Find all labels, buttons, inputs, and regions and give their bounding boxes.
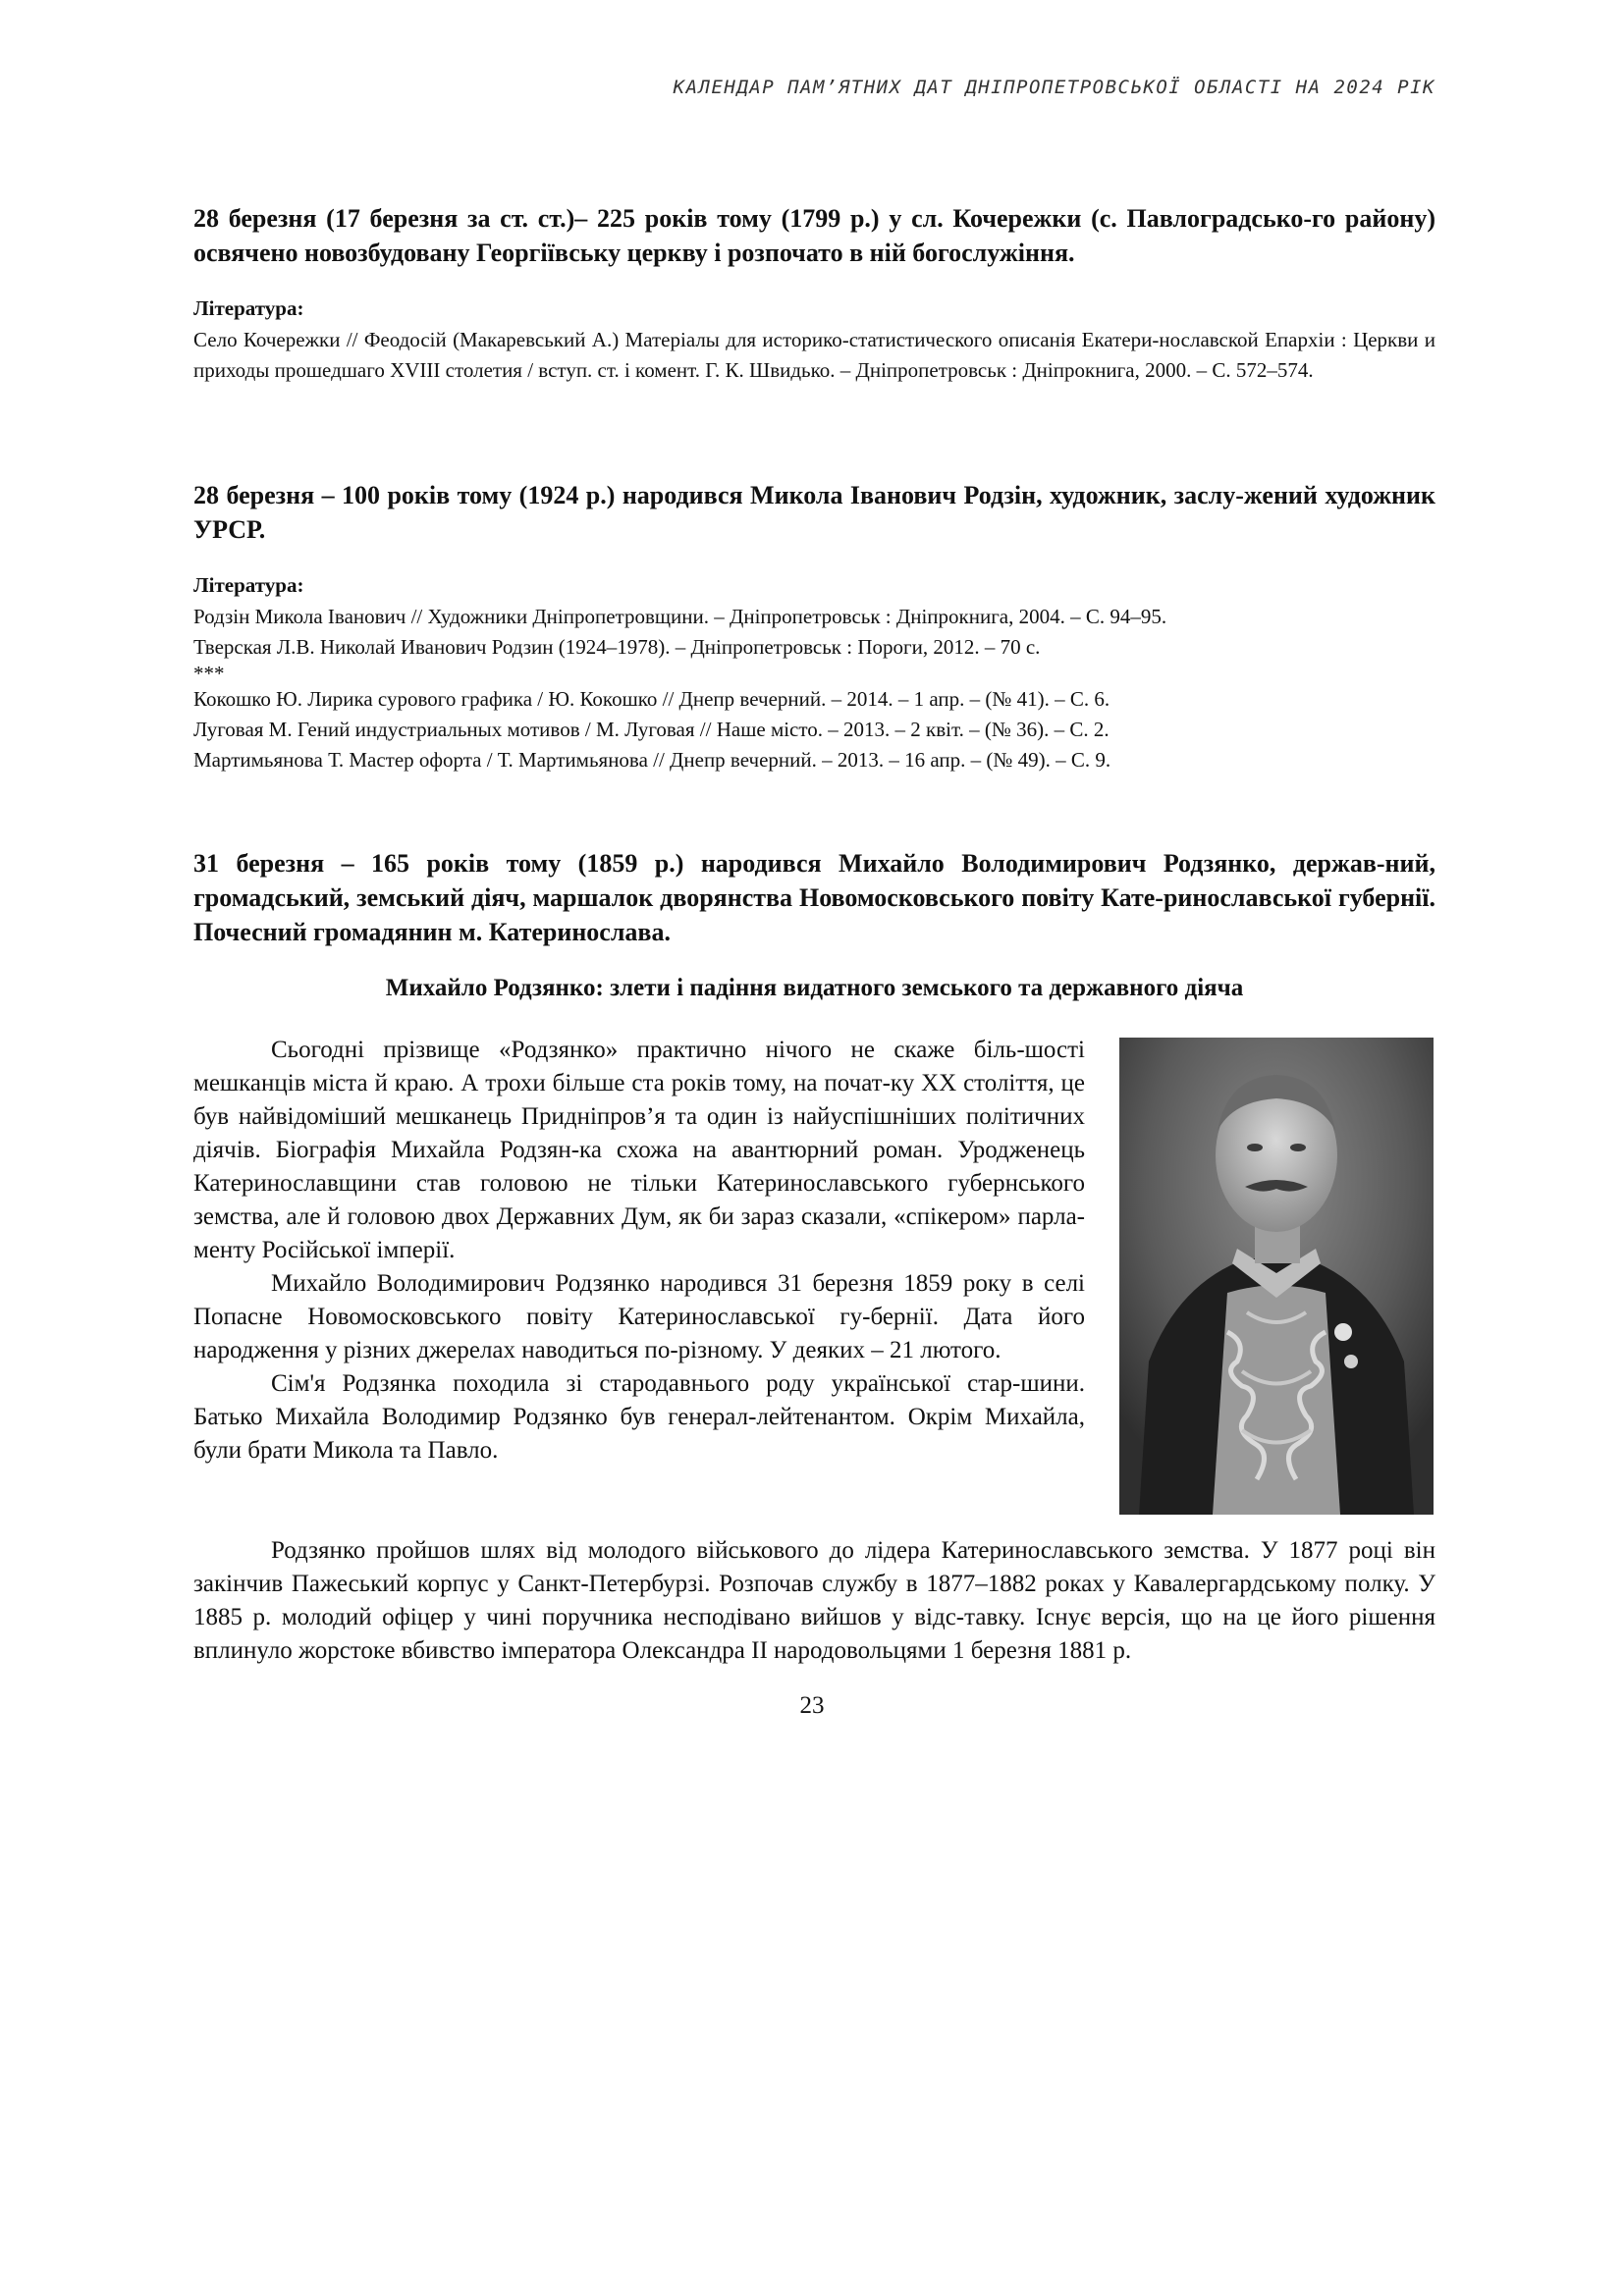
reference-separator: *** [193, 662, 225, 685]
page-number: 23 [799, 1692, 825, 1719]
literature-label: Література: [193, 296, 304, 320]
article-paragraph: Родзянко пройшов шлях від молодого військового до лідера Катеринославського земства. У 1877 році він закінчив Пажеський корпус у Санкт-Петербурзі. Розпочав службу в 1877–1882 роках у Кавалергардському полку. У 1885 р. молодий офіцер у чині поручника несподівано вийшов у відс-тавку. Існує версія, що на це його рішення вплинуло жорстоке вбивство імператора Олександра ІІ народовольцями 1 березня 1881 р. [193, 1537, 1435, 1664]
reference-item: Тверская Л.В. Николай Иванович Родзин (1924–1978). – Дніпропетровськ : Пороги, 2012. – 70 с. [193, 635, 1041, 659]
article-title: Михайло Родзянко: злети і падіння видатного земського та державного діяча [385, 975, 1244, 1001]
entry-2 [193, 478, 1435, 775]
article-paragraph: Сьогодні прізвище «Родзянко» практично нічого не скаже біль-шості мешканців міста й краю. А трохи більше ста років тому, на почат-ку XX століття, це був найвідоміший мешканець Придніпров’я та один із найуспішніших політичних діячів. Біографія Михайла Родзян-ка схожа на авантюрний роман. Уродженець Катеринославщини став головою не тільки Катеринославського губернського земства, але й головою двох Державних Дум, як би зараз сказали, «спікером» парла-менту Російської імперії. [193, 1037, 1085, 1263]
entry-1 [193, 201, 1435, 386]
entry-heading: 28 березня – 100 років тому (1924 р.) народився Микола Іванович Родзін, художник, заслу-жений художник УРСР. [193, 481, 1435, 544]
running-header: КАЛЕНДАР ПАМ’ЯТНИХ ДАТ ДНІПРОПЕТРОВСЬКОЇ ОБЛАСТІ НА 2024 РІК [673, 77, 1435, 98]
article-paragraph: Михайло Володимирович Родзянко народився 31 березня 1859 року в селі Попасне Новомосковського повіту Катеринославської гу-бернії. Дата його народження у різних джерелах наводиться по-різному. У деяких – 21 лютого. [193, 1270, 1085, 1363]
reference-item: Село Кочережки // Феодосій (Макаревський А.) Матеріалы для историко-статистического описанія Екатери-нославской Епархіи : Церкви и приходы прошедшаго XVIII столетия / вступ. ст. і комент. Г. К. Швидько. – Дніпропетровськ : Дніпрокнига, 2000. – С. 572–574. [193, 328, 1435, 382]
article-paragraph: Сім'я Родзянка походила зі стародавнього роду української стар-шини. Батько Михайла Володимир Родзянко був генерал-лейтенантом. Окрім Михайла, були брати Микола та Павло. [193, 1370, 1085, 1464]
article-text-full [193, 1534, 1435, 1668]
reference-item: Мартимьянова Т. Мастер офорта / Т. Мартимьянова // Днепр вечерний. – 2013. – 16 апр. – (№ 49). – С. 9. [193, 748, 1111, 772]
reference-item: Родзін Микола Іванович // Художники Дніпропетровщини. – Дніпропетровськ : Дніпрокнига, 2004. – С. 94–95. [193, 605, 1167, 628]
entry-heading: 31 березня – 165 років тому (1859 р.) народився Михайло Володимирович Родзянко, держав-ний, громадський, земський діяч, маршалок дворянства Новомосковського повіту Кате-ринославської губернії. Почесний громадянин м. Катеринослава. [193, 849, 1435, 946]
portrait-illustration [1119, 1038, 1434, 1515]
portrait-photo [1119, 1038, 1434, 1515]
article-text-beside-photo [193, 1034, 1085, 1468]
reference-item: Луговая М. Гений индустриальных мотивов / М. Луговая // Наше місто. – 2013. – 2 квіт. – (№ 36). – С. 2. [193, 718, 1110, 741]
entry-heading: 28 березня (17 березня за ст. ст.)– 225 років тому (1799 р.) у сл. Кочережки (с. Павлоградсько-го району) освячено новозбудовану Георгіївську церкву і розпочато в ній богослужіння. [193, 204, 1435, 267]
entry-3 [193, 846, 1435, 949]
article-title-wrap [193, 972, 1435, 1005]
literature-label: Література: [193, 573, 304, 597]
reference-item: Кокошко Ю. Лирика сурового графика / Ю. Кокошко // Днепр вечерний. – 2014. – 1 апр. – (№ 41). – С. 6. [193, 687, 1110, 711]
